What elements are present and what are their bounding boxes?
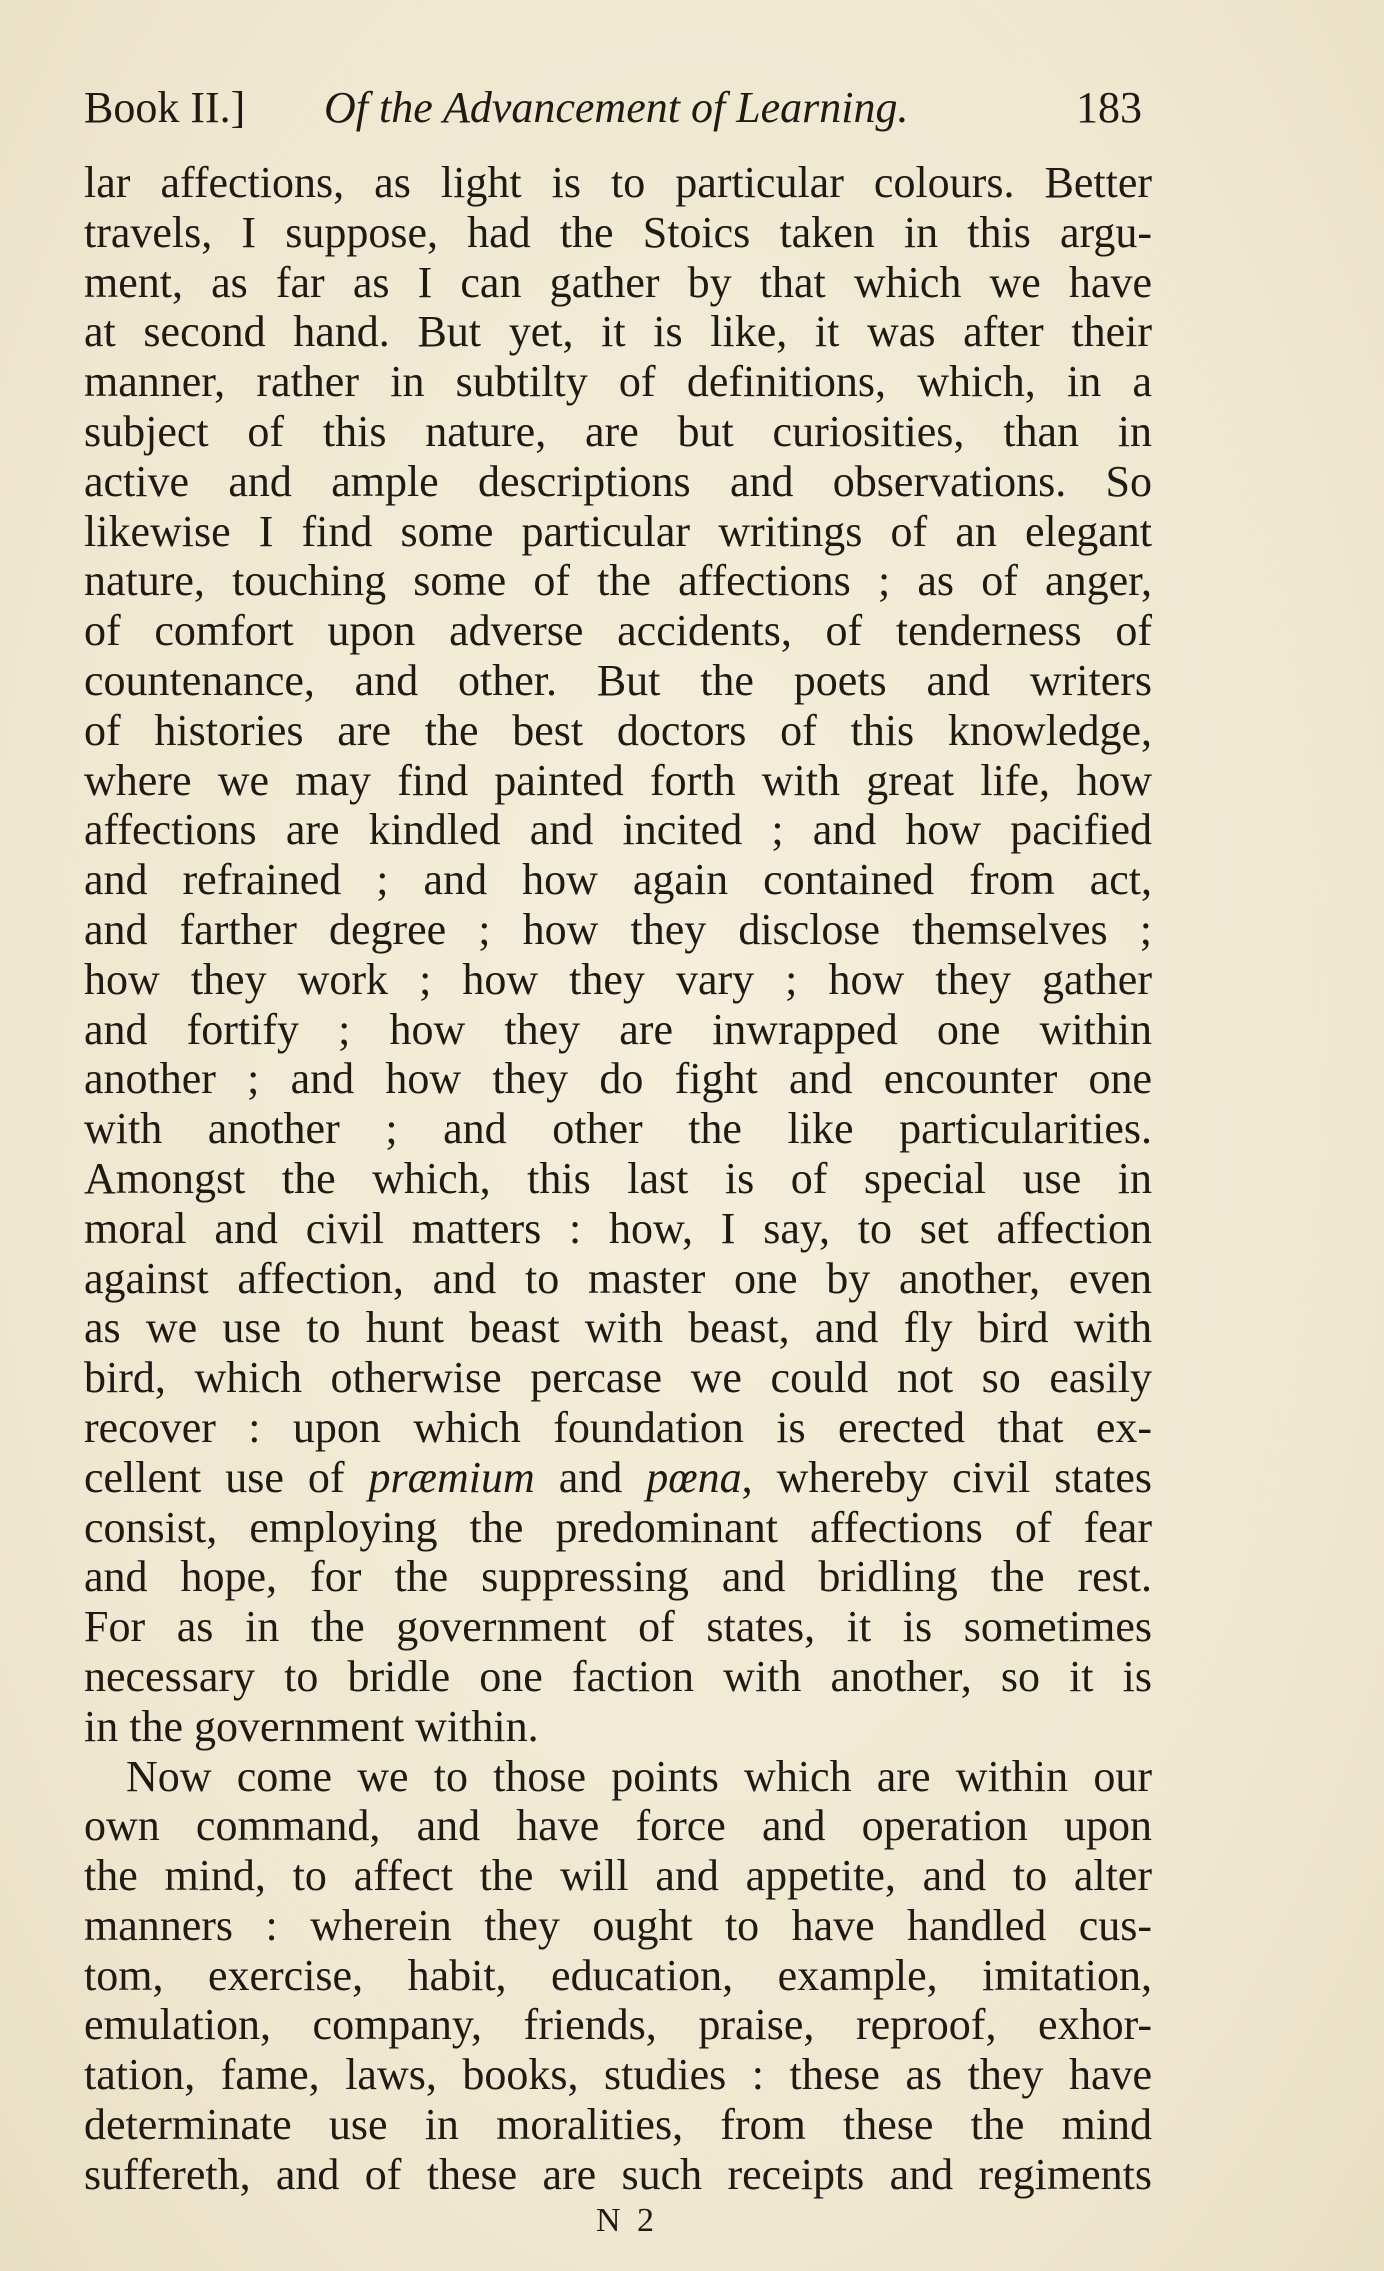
text-line: lar affections, as light is to particular colours. Better xyxy=(84,158,1152,207)
text-line: countenance, and other. But the poets and writers xyxy=(84,655,1152,705)
text-line: subject of this nature, are but curiosities, than in xyxy=(84,406,1152,456)
latin-term-poena: pœna xyxy=(646,1452,742,1502)
text-line: Amongst the which, this last is of special use in xyxy=(84,1153,1152,1203)
text-line: tom, exercise, habit, education, example, imitation, xyxy=(84,1950,1152,2000)
text-line: and hope, for the suppressing and bridling the rest. xyxy=(84,1552,1152,1602)
text-line: as we use to hunt beast with beast, and fly bird with xyxy=(84,1303,1152,1353)
text-line: ment, as far as I can gather by that which we have xyxy=(84,257,1152,307)
text-line: recover : upon which foundation is erected that ex- xyxy=(84,1402,1152,1452)
text-line: of comfort upon adverse accidents, of tenderness of xyxy=(84,606,1152,656)
text-line: against affection, and to master one by another, even xyxy=(84,1253,1152,1303)
signature-mark: N 2 xyxy=(596,2202,659,2239)
text-segment: cellent use of xyxy=(84,1452,369,1502)
running-header xyxy=(84,78,1142,138)
text-segment: and xyxy=(534,1452,647,1502)
text-line: consist, employing the predominant affections of fear xyxy=(84,1502,1152,1552)
paragraph-end-line: in the government within. xyxy=(84,1701,539,1751)
text-line: and fortify ; how they are inwrapped one within xyxy=(84,1004,1152,1054)
text-line: likewise I find some particular writings of an elegant xyxy=(84,506,1152,556)
text-line: at second hand. But yet, it is like, it was after their xyxy=(84,307,1152,357)
text-line: where we may find painted forth with great life, how xyxy=(84,755,1152,805)
text-line: necessary to bridle one faction with another, so it is xyxy=(84,1651,1152,1701)
text-line: manners : wherein they ought to have handled cus- xyxy=(84,1900,1152,1950)
text-line: determinate use in moralities, from these the mind xyxy=(84,2100,1152,2150)
text-segment: , whereby civil states xyxy=(741,1452,1153,1502)
text-line: another ; and how they do fight and encounter one xyxy=(84,1054,1152,1104)
text-line-with-latin xyxy=(84,1453,1152,1503)
text-line: tation, fame, laws, books, studies : these as they have xyxy=(84,2050,1152,2100)
text-line: affections are kindled and incited ; and how pacified xyxy=(84,805,1152,855)
text-line: moral and civil matters : how, I say, to set affection xyxy=(84,1203,1152,1253)
text-line: travels, I suppose, had the Stoics taken in this argu- xyxy=(84,207,1152,257)
text-line: suffereth, and of these are such receipts and regiments xyxy=(84,2149,1152,2199)
paragraph-start-line: Now come we to those points which are within our xyxy=(126,1751,1152,1801)
text-line: emulation, company, friends, praise, reproof, exhor- xyxy=(84,2000,1152,2050)
text-line: the mind, to affect the will and appetite, and to alter xyxy=(84,1851,1152,1901)
text-line: own command, and have force and operation upon xyxy=(84,1801,1152,1851)
text-line: with another ; and other the like particularities. xyxy=(84,1104,1152,1154)
text-line: nature, touching some of the affections ; as of anger, xyxy=(84,556,1152,606)
latin-term-praemium: præmium xyxy=(368,1452,535,1502)
text-line: For as in the government of states, it is sometimes xyxy=(84,1602,1152,1652)
running-title: Of the Advancement of Learning. xyxy=(324,83,909,132)
text-line: bird, which otherwise percase we could not so easily xyxy=(84,1353,1152,1403)
book-section-label: Book II.] xyxy=(84,83,246,132)
text-line: manner, rather in subtilty of definitions, which, in a xyxy=(84,357,1152,407)
text-line: and farther degree ; how they disclose themselves ; xyxy=(84,904,1152,954)
text-line: active and ample descriptions and observations. So xyxy=(84,456,1152,506)
body-text xyxy=(84,158,1152,2200)
text-line: how they work ; how they vary ; how they gather xyxy=(84,954,1152,1004)
text-line: of histories are the best doctors of this knowledge, xyxy=(84,705,1152,755)
page-number: 183 xyxy=(1076,83,1142,132)
text-line: and refrained ; and how again contained from act, xyxy=(84,855,1152,905)
